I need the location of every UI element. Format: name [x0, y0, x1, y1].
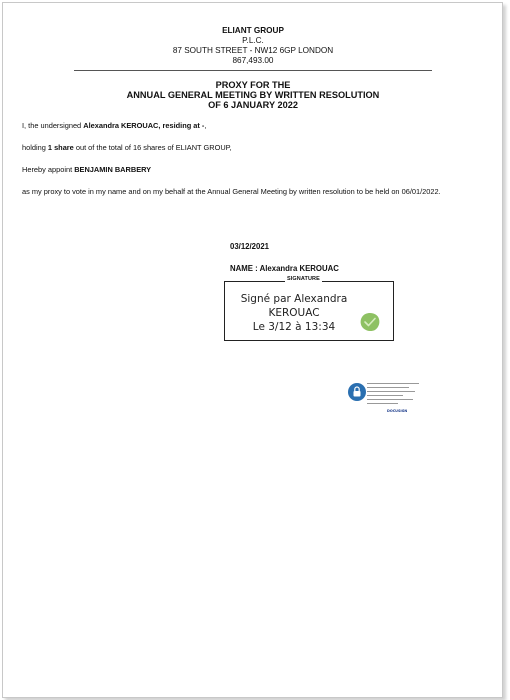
company-address: 87 SOUTH STREET - NW12 6GP LONDON [172, 46, 334, 55]
company-header [0, 26, 506, 66]
badge-fine-print [367, 381, 419, 404]
signature-line-3: Le 3/12 à 13:34 [252, 321, 336, 333]
e-signature-badge [347, 380, 419, 414]
title-line-3: OF 6 JANUARY 2022 [208, 100, 298, 110]
title-line-2: ANNUAL GENERAL MEETING BY WRITTEN RESOLUTION [126, 90, 380, 100]
paragraph-appoint [22, 164, 486, 176]
signature-text [225, 292, 363, 334]
header-divider [74, 70, 432, 71]
badge-brand: DOCUSIGN [387, 409, 408, 413]
signature-check-icon [359, 312, 381, 332]
signature-line-2: KEROUAC [268, 307, 320, 319]
undersigned-name: Alexandra KEROUAC, residing at - [83, 121, 205, 130]
document-title [0, 80, 506, 110]
signature-line-1: Signé par Alexandra [240, 293, 348, 305]
holding-suffix: out of the total of 16 shares of ELIANT GROUP, [75, 143, 232, 152]
holding-shares: 1 share [47, 143, 74, 152]
paragraph-undersigned [22, 120, 486, 132]
lock-shield-icon [347, 382, 367, 402]
signature-date: 03/12/2021 [230, 242, 270, 251]
company-type: P.L.C. [242, 36, 264, 45]
appoint-name: BENJAMIN BARBERY [74, 165, 152, 174]
undersigned-suffix: , [204, 121, 207, 130]
company-name: ELIANT GROUP [222, 26, 284, 35]
company-number: 867,493.00 [232, 56, 274, 65]
appoint-prefix: Hereby appoint [22, 165, 73, 174]
signature-box [224, 276, 394, 341]
signature-label: SIGNATURE [287, 276, 320, 282]
signature-name: NAME : Alexandra KEROUAC [230, 264, 339, 273]
undersigned-prefix: I, the undersigned [22, 121, 82, 130]
title-line-1: PROXY FOR THE [215, 80, 291, 90]
holding-prefix: holding [22, 143, 46, 152]
paragraph-proxy: as my proxy to vote in my name and on my behalf at the Annual General Meeting by written resolution to be held on 06/01/2022. [22, 187, 441, 196]
paragraph-holding [22, 142, 486, 154]
